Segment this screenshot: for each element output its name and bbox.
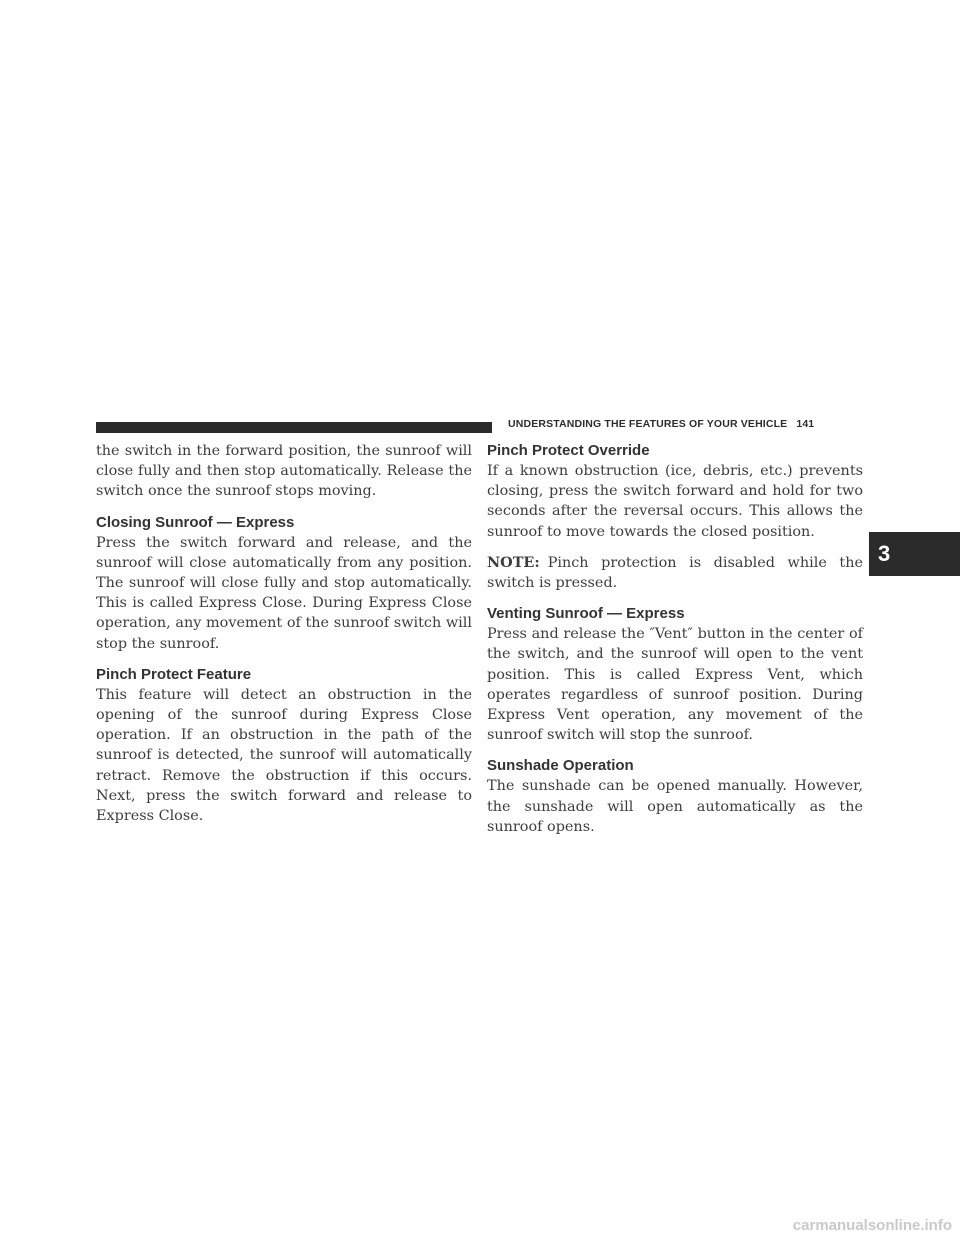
running-header bbox=[508, 418, 814, 430]
page-number: 141 bbox=[796, 418, 815, 430]
heading-pinch-feature: Pinch Protect Feature bbox=[96, 665, 252, 683]
intro-paragraph: the switch in the forward position, the sunroof will close fully and then stop automatically. Release the switch once the sunroof stops moving. bbox=[96, 443, 472, 500]
heading-pinch-override: Pinch Protect Override bbox=[487, 442, 650, 459]
chapter-tab: 3 bbox=[869, 532, 960, 576]
paragraph-pinch-override: If a known obstruction (ice, debris, etc.) prevents closing, press the switch forward and hold for two seconds after the reversal occurs. This allows the sunroof to move towards the closed position. bbox=[487, 463, 863, 540]
note-text: Pinch protection is disabled while the switch is pressed. bbox=[487, 554, 863, 592]
heading-closing-express: Closing Sunroof — Express bbox=[96, 513, 295, 531]
section-title: UNDERSTANDING THE FEATURES OF YOUR VEHICLE bbox=[508, 418, 788, 430]
note-label: NOTE: bbox=[487, 553, 540, 571]
paragraph-closing-express: Press the switch forward and release, and the sunroof will close automatically from any position. The sunroof will close fully and stop automatically. This is called Express Close. During Express Close operation, any movement of the sunroof switch will stop the sunroof. bbox=[96, 534, 472, 652]
header-rule bbox=[96, 422, 492, 433]
left-column bbox=[96, 441, 472, 826]
note-paragraph bbox=[487, 553, 863, 593]
watermark: carmanualsonline.info bbox=[792, 1217, 952, 1234]
paragraph-venting-express: Press and release the ″Vent″ button in the center of the switch, and the sunroof will open to the vent position. This is called Express Vent, which operates regardless of sunroof position. During Express Vent operation, any movement of the sunroof switch will stop the sunroof. bbox=[487, 626, 863, 744]
paragraph-pinch-feature: This feature will detect an obstruction in the opening of the sunroof during Express Close operation. If an obstruction in the path of the sunroof is detected, the sunroof will automatically retract. Remove the obstruction if this occurs. Next, press the switch forward and release to Express Close. bbox=[96, 686, 472, 825]
heading-venting-express: Venting Sunroof — Express bbox=[487, 605, 685, 623]
right-column bbox=[487, 441, 863, 837]
heading-sunshade: Sunshade Operation bbox=[487, 757, 634, 775]
paragraph-sunshade: The sunshade can be opened manually. However, the sunshade will open automatically as the sunroof opens. bbox=[487, 778, 863, 835]
